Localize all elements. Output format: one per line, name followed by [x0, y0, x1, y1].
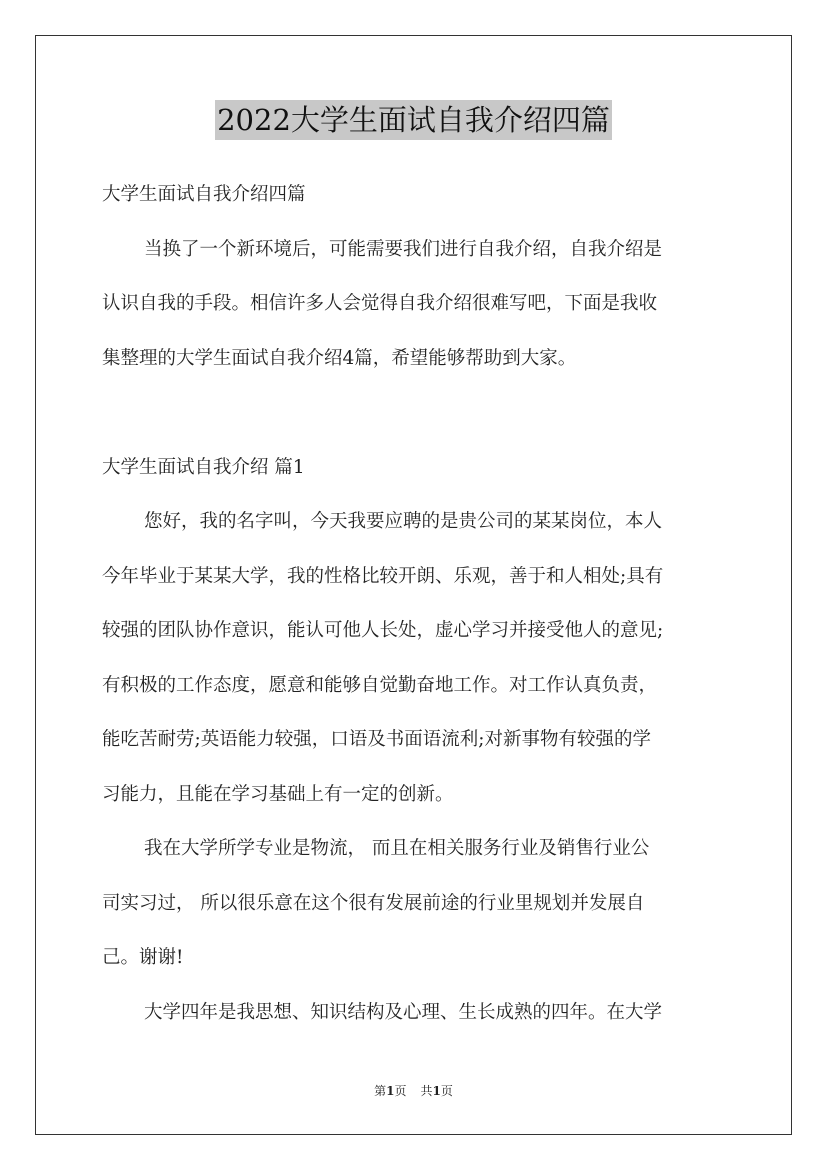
title-container	[0, 100, 827, 140]
paragraph-line: 集整理的大学生面试自我介绍4篇，希望能够帮助到大家。	[102, 347, 577, 369]
page-prefix: 第	[374, 1084, 387, 1098]
paragraph-line: 司实习过， 所以很乐意在这个很有发展前途的行业里规划并发展自	[102, 892, 645, 914]
page-number: 1	[386, 1084, 395, 1098]
paragraph-line: 较强的团队协作意识，能认可他人长处，虚心学习并接受他人的意见;	[102, 620, 664, 641]
total-pages: 1	[432, 1084, 441, 1098]
paragraph-line: 您好，我的名字叫，今天我要应聘的是贵公司的某某岗位，本人	[144, 511, 663, 532]
document-title: 2022大学生面试自我介绍四篇	[215, 100, 612, 140]
paragraph-line: 大学四年是我思想、知识结构及心理、生长成熟的四年。在大学	[144, 1001, 663, 1023]
page-suffix: 页	[394, 1084, 407, 1098]
paragraph-line: 习能力，且能在学习基础上有一定的创新。	[102, 783, 454, 805]
blank-line	[102, 386, 728, 441]
paragraph-line: 今年毕业于某某大学，我的性格比较开朗、乐观，善于和人相处;具有	[102, 565, 664, 587]
section-heading-1: 大学生面试自我介绍 篇1	[102, 456, 305, 478]
total-suffix: 页	[440, 1084, 453, 1098]
paragraph-line: 认识自我的手段。相信许多人会觉得自我介绍很难写吧，下面是我收	[102, 293, 658, 314]
total-prefix: 共	[420, 1084, 433, 1098]
paragraph-line: 我在大学所学专业是物流， 而且在相关服务行业及销售行业公	[144, 838, 650, 859]
paragraph-line: 有积极的工作态度，愿意和能够自觉勤奋地工作。对工作认真负责，	[102, 674, 658, 696]
page-footer	[0, 1083, 827, 1099]
paragraph-line: 当换了一个新环境后，可能需要我们进行自我介绍，自我介绍是	[144, 238, 663, 260]
paragraph-line: 能吃苦耐劳;英语能力较强，口语及书面语流利;对新事物有较强的学	[102, 729, 651, 750]
section-heading-intro: 大学生面试自我介绍四篇	[102, 184, 306, 205]
paragraph-line: 己。谢谢!	[102, 947, 184, 968]
document-body	[102, 168, 728, 1040]
